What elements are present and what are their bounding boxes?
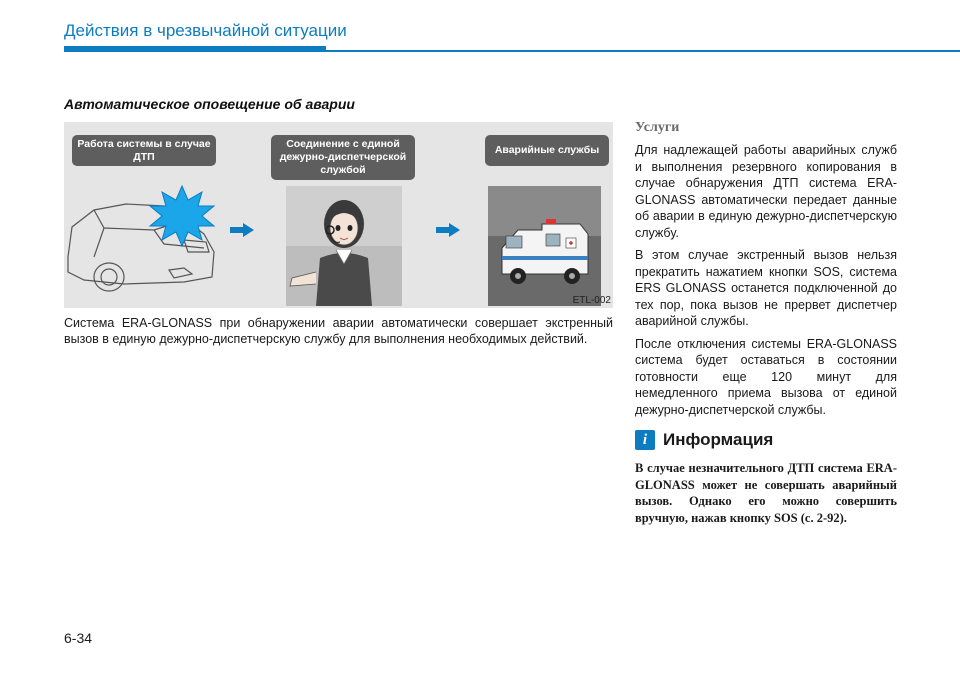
illustration-figure — [64, 122, 613, 308]
figure-label-dispatch: Соединение с единой дежурно-диспетчерской службой — [271, 135, 415, 180]
dispatcher-illustration — [286, 186, 402, 306]
arrow-right-icon — [230, 223, 254, 237]
arrow-right-icon — [436, 223, 460, 237]
page-number: 6-34 — [64, 630, 93, 646]
info-title: Информация — [663, 430, 774, 449]
figure-label-crash: Работа системы в случае ДТП — [72, 135, 216, 166]
services-heading: Услуги — [635, 120, 680, 135]
services-paragraph-2: В этом случае экстренный вызов нельзя прекратить нажатием кнопки SOS, система ERS GLONASS останется подключенной до тех пор, пока вызов не прервет диспетчер аварийной службы. — [635, 248, 897, 328]
header-rule — [326, 50, 960, 52]
info-icon: i — [635, 430, 655, 450]
figure-code: ETL-002 — [572, 295, 611, 306]
right-column — [635, 120, 897, 526]
ambulance-illustration — [488, 186, 601, 306]
figure-label-emergency: Аварийные службы — [485, 135, 609, 166]
services-paragraph-3: После отключения системы ERA-GLONASS система будет оставаться в состоянии готовности еще 120 минут для немедленного приема вызова от единой дежурно-диспетчерской службы. — [635, 336, 897, 417]
section-title: Автоматическое оповещение об аварии — [64, 96, 355, 112]
services-paragraph-1: Для надлежащей работы аварийных служб и выполнения резервного копирования в случае обнаружения ДТП система ERA-GLONASS автоматически передает данные об аварии в единую дежурно-диспетчерскую службу. — [635, 143, 897, 240]
info-text: В случае незначительного ДТП система ERA-GLONASS может не совершать аварийный вызов. Однако его можно совершить вручную, нажав кнопку SOS (с. 2-92). — [635, 461, 897, 525]
chapter-title: Действия в чрезвычайной ситуации — [64, 21, 347, 40]
info-header — [635, 430, 897, 450]
car-crash-illustration — [64, 182, 229, 302]
intro-paragraph: Система ERA-GLONASS при обнаружении аварии автоматически совершает экстренный вызов в единую дежурно-диспетчерскую службу для выполнения необходимых действий. — [64, 316, 613, 346]
header-rule-accent — [64, 46, 326, 52]
